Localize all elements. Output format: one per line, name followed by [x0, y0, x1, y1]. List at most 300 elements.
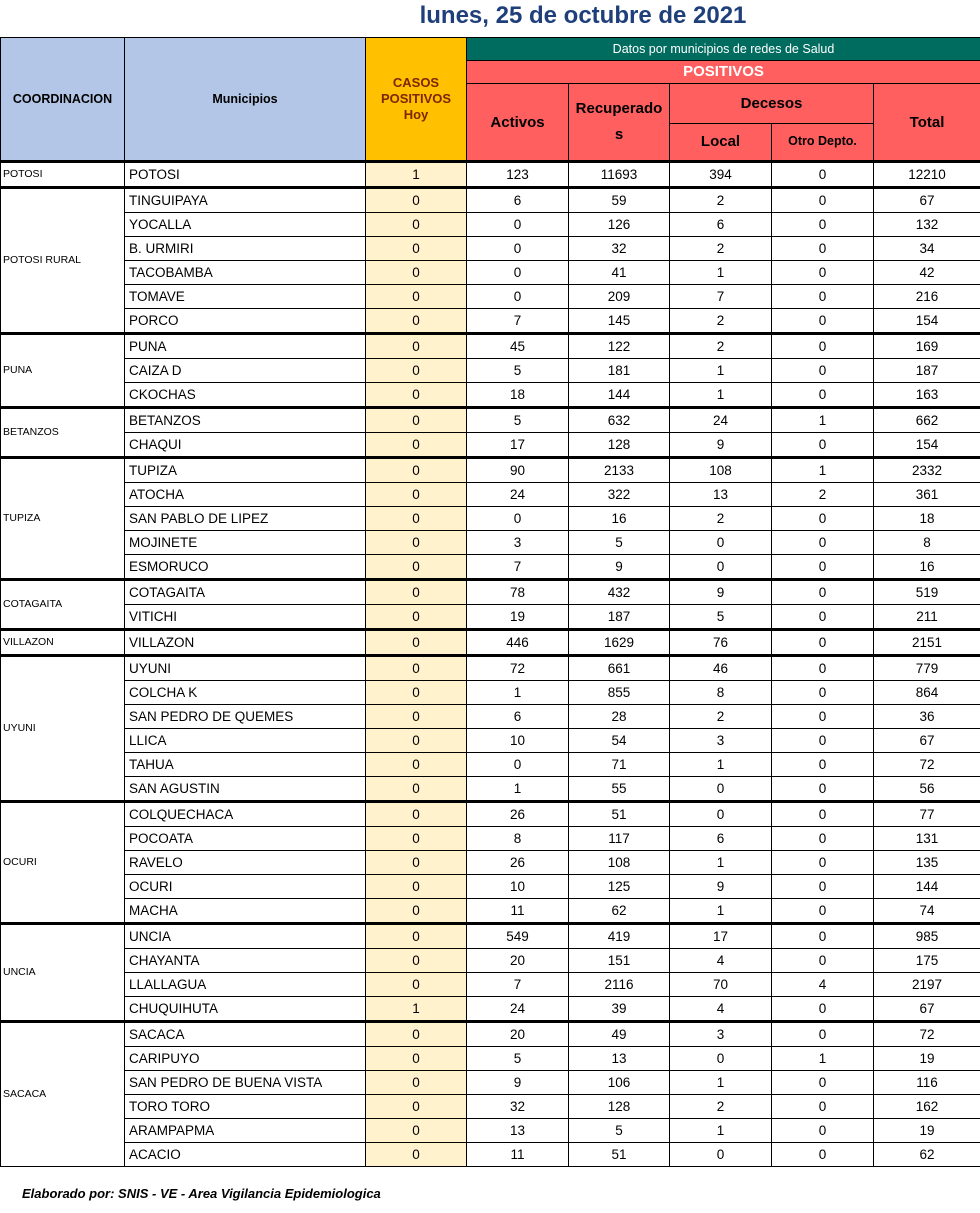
table-row — [1, 458, 980, 483]
decesos-otro-cell: 0 — [772, 729, 874, 753]
casos-hoy-cell: 0 — [366, 705, 467, 729]
recuperados-cell: 144 — [569, 383, 670, 408]
casos-hoy-cell: 0 — [366, 261, 467, 285]
decesos-otro-cell: 1 — [772, 408, 874, 433]
decesos-local-cell: 1 — [670, 899, 772, 924]
decesos-local-cell: 1 — [670, 1119, 772, 1143]
activos-cell: 10 — [467, 729, 569, 753]
table-row — [1, 827, 980, 851]
recuperados-cell: 432 — [569, 580, 670, 605]
table-row — [1, 213, 980, 237]
decesos-otro-cell: 0 — [772, 213, 874, 237]
activos-cell: 0 — [467, 237, 569, 261]
header-casos-hoy — [366, 38, 467, 162]
total-cell: 19 — [874, 1119, 980, 1143]
activos-cell: 6 — [467, 705, 569, 729]
recuperados-cell: 187 — [569, 605, 670, 630]
table-row — [1, 802, 980, 827]
municipio-cell: TINGUIPAYA — [125, 188, 366, 213]
total-cell: 864 — [874, 681, 980, 705]
decesos-local-cell: 2 — [670, 507, 772, 531]
header-positivos: POSITIVOS — [467, 61, 980, 84]
decesos-otro-cell: 0 — [772, 507, 874, 531]
decesos-local-cell: 13 — [670, 483, 772, 507]
municipio-cell: YOCALLA — [125, 213, 366, 237]
municipio-cell: VITICHI — [125, 605, 366, 630]
recuperados-cell: 2133 — [569, 458, 670, 483]
decesos-otro-cell: 0 — [772, 237, 874, 261]
casos-hoy-cell: 0 — [366, 973, 467, 997]
decesos-otro-cell: 0 — [772, 997, 874, 1022]
decesos-otro-cell: 0 — [772, 851, 874, 875]
table-row — [1, 605, 980, 630]
recuperados-cell: 108 — [569, 851, 670, 875]
total-cell: 12210 — [874, 162, 980, 188]
casos-hoy-cell: 0 — [366, 630, 467, 656]
activos-cell: 13 — [467, 1119, 569, 1143]
activos-cell: 1 — [467, 681, 569, 705]
decesos-local-cell: 1 — [670, 753, 772, 777]
table-row — [1, 285, 980, 309]
activos-cell: 0 — [467, 213, 569, 237]
decesos-otro-cell: 0 — [772, 531, 874, 555]
casos-hoy-cell: 0 — [366, 531, 467, 555]
decesos-local-cell: 4 — [670, 997, 772, 1022]
decesos-otro-cell: 0 — [772, 261, 874, 285]
casos-hoy-cell: 0 — [366, 1047, 467, 1071]
decesos-local-cell: 2 — [670, 309, 772, 334]
decesos-otro-cell: 0 — [772, 681, 874, 705]
decesos-otro-cell: 0 — [772, 1095, 874, 1119]
decesos-local-cell: 3 — [670, 729, 772, 753]
decesos-otro-cell: 0 — [772, 359, 874, 383]
decesos-otro-cell: 0 — [772, 1119, 874, 1143]
activos-cell: 446 — [467, 630, 569, 656]
decesos-otro-cell: 2 — [772, 483, 874, 507]
casos-hoy-cell: 0 — [366, 483, 467, 507]
casos-hoy-cell: 0 — [366, 729, 467, 753]
decesos-local-cell: 6 — [670, 827, 772, 851]
decesos-local-cell: 0 — [670, 555, 772, 580]
total-cell: 74 — [874, 899, 980, 924]
activos-cell: 18 — [467, 383, 569, 408]
recuperados-cell: 13 — [569, 1047, 670, 1071]
recuperados-cell: 128 — [569, 1095, 670, 1119]
recuperados-cell: 49 — [569, 1022, 670, 1047]
casos-hoy-cell: 0 — [366, 924, 467, 949]
table-row — [1, 1071, 980, 1095]
activos-cell: 7 — [467, 555, 569, 580]
activos-cell: 11 — [467, 1143, 569, 1167]
table-row — [1, 681, 980, 705]
decesos-otro-cell: 0 — [772, 924, 874, 949]
casos-hoy-cell: 0 — [366, 507, 467, 531]
header-local: Local — [670, 123, 772, 162]
municipio-cell: POCOATA — [125, 827, 366, 851]
activos-cell: 19 — [467, 605, 569, 630]
decesos-local-cell: 76 — [670, 630, 772, 656]
decesos-local-cell: 7 — [670, 285, 772, 309]
table-header — [1, 38, 980, 162]
table-row — [1, 753, 980, 777]
municipio-cell: OCURI — [125, 875, 366, 899]
coordinacion-cell: TUPIZA — [1, 458, 125, 580]
total-cell: 36 — [874, 705, 980, 729]
table-row — [1, 433, 980, 458]
table-body — [1, 162, 980, 1167]
total-cell: 131 — [874, 827, 980, 851]
decesos-local-cell: 70 — [670, 973, 772, 997]
municipio-cell: RAVELO — [125, 851, 366, 875]
header-datos: Datos por municipios de redes de Salud — [467, 38, 980, 61]
decesos-local-cell: 8 — [670, 681, 772, 705]
municipio-cell: BETANZOS — [125, 408, 366, 433]
municipio-cell: CARIPUYO — [125, 1047, 366, 1071]
total-cell: 211 — [874, 605, 980, 630]
casos-hoy-cell: 0 — [366, 359, 467, 383]
total-cell: 77 — [874, 802, 980, 827]
total-cell: 67 — [874, 729, 980, 753]
coordinacion-cell: VILLAZON — [1, 630, 125, 656]
table-row — [1, 1143, 980, 1167]
coordinacion-cell: BETANZOS — [1, 408, 125, 458]
decesos-local-cell: 394 — [670, 162, 772, 188]
casos-hoy-cell: 0 — [366, 949, 467, 973]
municipio-cell: ATOCHA — [125, 483, 366, 507]
decesos-local-cell: 46 — [670, 656, 772, 681]
activos-cell: 5 — [467, 359, 569, 383]
table-row — [1, 309, 980, 334]
casos-hoy-cell: 0 — [366, 334, 467, 359]
decesos-local-cell: 1 — [670, 851, 772, 875]
total-cell: 162 — [874, 1095, 980, 1119]
recuperados-cell: 39 — [569, 997, 670, 1022]
coordinacion-cell: PUNA — [1, 334, 125, 408]
table-row — [1, 899, 980, 924]
municipio-cell: UYUNI — [125, 656, 366, 681]
header-casos-line3: Hoy — [403, 107, 429, 122]
casos-hoy-cell: 0 — [366, 1119, 467, 1143]
decesos-otro-cell: 0 — [772, 1071, 874, 1095]
municipio-cell: LLALLAGUA — [125, 973, 366, 997]
coordinacion-cell: POTOSI RURAL — [1, 188, 125, 334]
total-cell: 187 — [874, 359, 980, 383]
total-cell: 154 — [874, 433, 980, 458]
table-row — [1, 924, 980, 949]
decesos-otro-cell: 0 — [772, 188, 874, 213]
casos-hoy-cell: 0 — [366, 555, 467, 580]
total-cell: 361 — [874, 483, 980, 507]
table-row — [1, 656, 980, 681]
activos-cell: 32 — [467, 1095, 569, 1119]
casos-hoy-cell: 0 — [366, 605, 467, 630]
total-cell: 779 — [874, 656, 980, 681]
report-date-title: lunes, 25 de octubre de 2021 — [419, 2, 747, 29]
table-row — [1, 705, 980, 729]
decesos-otro-cell: 0 — [772, 753, 874, 777]
decesos-otro-cell: 0 — [772, 433, 874, 458]
total-cell: 56 — [874, 777, 980, 802]
coordinacion-cell: UYUNI — [1, 656, 125, 802]
recuperados-cell: 51 — [569, 802, 670, 827]
casos-hoy-cell: 0 — [366, 802, 467, 827]
table-row — [1, 851, 980, 875]
decesos-local-cell: 9 — [670, 875, 772, 899]
total-cell: 16 — [874, 555, 980, 580]
table-row — [1, 555, 980, 580]
decesos-local-cell: 9 — [670, 580, 772, 605]
municipio-cell: POTOSI — [125, 162, 366, 188]
coordinacion-cell: UNCIA — [1, 924, 125, 1022]
total-cell: 116 — [874, 1071, 980, 1095]
activos-cell: 7 — [467, 973, 569, 997]
recuperados-cell: 9 — [569, 555, 670, 580]
total-cell: 154 — [874, 309, 980, 334]
casos-hoy-cell: 0 — [366, 285, 467, 309]
activos-cell: 7 — [467, 309, 569, 334]
decesos-otro-cell: 0 — [772, 605, 874, 630]
table-row — [1, 630, 980, 656]
decesos-otro-cell: 0 — [772, 309, 874, 334]
casos-hoy-cell: 0 — [366, 580, 467, 605]
total-cell: 34 — [874, 237, 980, 261]
total-cell: 42 — [874, 261, 980, 285]
activos-cell: 1 — [467, 777, 569, 802]
recuperados-cell: 122 — [569, 334, 670, 359]
decesos-local-cell: 1 — [670, 261, 772, 285]
decesos-otro-cell: 0 — [772, 334, 874, 359]
covid-municipal-table — [0, 37, 980, 1167]
recuperados-cell: 125 — [569, 875, 670, 899]
table-row — [1, 507, 980, 531]
decesos-otro-cell: 0 — [772, 827, 874, 851]
table-row — [1, 334, 980, 359]
decesos-local-cell: 5 — [670, 605, 772, 630]
table-row — [1, 949, 980, 973]
activos-cell: 26 — [467, 851, 569, 875]
coordinacion-cell: SACACA — [1, 1022, 125, 1167]
activos-cell: 45 — [467, 334, 569, 359]
table-row — [1, 580, 980, 605]
municipio-cell: UNCIA — [125, 924, 366, 949]
recuperados-cell: 11693 — [569, 162, 670, 188]
recuperados-cell: 32 — [569, 237, 670, 261]
coordinacion-cell: OCURI — [1, 802, 125, 924]
total-cell: 132 — [874, 213, 980, 237]
total-cell: 163 — [874, 383, 980, 408]
table-row — [1, 531, 980, 555]
activos-cell: 20 — [467, 949, 569, 973]
decesos-otro-cell: 0 — [772, 777, 874, 802]
decesos-local-cell: 1 — [670, 359, 772, 383]
activos-cell: 78 — [467, 580, 569, 605]
header-activos: Activos — [467, 84, 569, 162]
casos-hoy-cell: 0 — [366, 433, 467, 458]
header-recuperados-line1: Recuperado — [575, 100, 663, 117]
decesos-local-cell: 2 — [670, 705, 772, 729]
municipio-cell: B. URMIRI — [125, 237, 366, 261]
casos-hoy-cell: 1 — [366, 997, 467, 1022]
casos-hoy-cell: 0 — [366, 1143, 467, 1167]
recuperados-cell: 41 — [569, 261, 670, 285]
table-row — [1, 483, 980, 507]
municipio-cell: PUNA — [125, 334, 366, 359]
decesos-local-cell: 24 — [670, 408, 772, 433]
municipio-cell: SACACA — [125, 1022, 366, 1047]
recuperados-cell: 51 — [569, 1143, 670, 1167]
header-total: Total — [874, 84, 980, 162]
total-cell: 72 — [874, 753, 980, 777]
activos-cell: 90 — [467, 458, 569, 483]
total-cell: 2332 — [874, 458, 980, 483]
decesos-otro-cell: 0 — [772, 162, 874, 188]
decesos-local-cell: 2 — [670, 237, 772, 261]
casos-hoy-cell: 1 — [366, 162, 467, 188]
decesos-local-cell: 9 — [670, 433, 772, 458]
table-row — [1, 997, 980, 1022]
casos-hoy-cell: 0 — [366, 777, 467, 802]
decesos-local-cell: 0 — [670, 1047, 772, 1071]
footer-credit: Elaborado por: SNIS - VE - Area Vigilancia Epidemiologica — [22, 1186, 381, 1201]
recuperados-cell: 855 — [569, 681, 670, 705]
municipio-cell: TOMAVE — [125, 285, 366, 309]
activos-cell: 0 — [467, 753, 569, 777]
activos-cell: 123 — [467, 162, 569, 188]
casos-hoy-cell: 0 — [366, 188, 467, 213]
decesos-local-cell: 6 — [670, 213, 772, 237]
activos-cell: 20 — [467, 1022, 569, 1047]
table-row — [1, 162, 980, 188]
municipio-cell: CHAQUI — [125, 433, 366, 458]
table-row — [1, 1095, 980, 1119]
municipio-cell: CHAYANTA — [125, 949, 366, 973]
activos-cell: 3 — [467, 531, 569, 555]
decesos-otro-cell: 1 — [772, 1047, 874, 1071]
recuperados-cell: 55 — [569, 777, 670, 802]
decesos-local-cell: 2 — [670, 1095, 772, 1119]
decesos-otro-cell: 0 — [772, 1143, 874, 1167]
total-cell: 19 — [874, 1047, 980, 1071]
activos-cell: 0 — [467, 285, 569, 309]
activos-cell: 8 — [467, 827, 569, 851]
recuperados-cell: 16 — [569, 507, 670, 531]
total-cell: 985 — [874, 924, 980, 949]
decesos-otro-cell: 4 — [772, 973, 874, 997]
activos-cell: 9 — [467, 1071, 569, 1095]
recuperados-cell: 117 — [569, 827, 670, 851]
header-recuperados-line2: s — [614, 126, 624, 143]
activos-cell: 0 — [467, 261, 569, 285]
total-cell: 67 — [874, 188, 980, 213]
decesos-otro-cell: 0 — [772, 630, 874, 656]
municipio-cell: MACHA — [125, 899, 366, 924]
municipio-cell: ESMORUCO — [125, 555, 366, 580]
header-recuperados — [569, 84, 670, 162]
header-coordinacion: COORDINACION — [1, 38, 125, 162]
municipio-cell: COTAGAITA — [125, 580, 366, 605]
total-cell: 8 — [874, 531, 980, 555]
activos-cell: 26 — [467, 802, 569, 827]
decesos-otro-cell: 0 — [772, 1022, 874, 1047]
activos-cell: 24 — [467, 483, 569, 507]
recuperados-cell: 106 — [569, 1071, 670, 1095]
activos-cell: 10 — [467, 875, 569, 899]
decesos-local-cell: 1 — [670, 383, 772, 408]
municipio-cell: SAN AGUSTIN — [125, 777, 366, 802]
decesos-otro-cell: 1 — [772, 458, 874, 483]
municipio-cell: SAN PEDRO DE QUEMES — [125, 705, 366, 729]
municipio-cell: PORCO — [125, 309, 366, 334]
header-otro-depto: Otro Depto. — [772, 123, 874, 162]
recuperados-cell: 151 — [569, 949, 670, 973]
table-row — [1, 973, 980, 997]
total-cell: 144 — [874, 875, 980, 899]
activos-cell: 549 — [467, 924, 569, 949]
casos-hoy-cell: 0 — [366, 827, 467, 851]
recuperados-cell: 62 — [569, 899, 670, 924]
casos-hoy-cell: 0 — [366, 753, 467, 777]
decesos-local-cell: 1 — [670, 1071, 772, 1095]
coordinacion-cell: COTAGAITA — [1, 580, 125, 630]
table-row — [1, 1047, 980, 1071]
header-casos-line1: CASOS — [392, 75, 440, 90]
municipio-cell: SAN PEDRO DE BUENA VISTA — [125, 1071, 366, 1095]
activos-cell: 11 — [467, 899, 569, 924]
recuperados-cell: 5 — [569, 531, 670, 555]
activos-cell: 24 — [467, 997, 569, 1022]
header-casos-line2: POSITIVOS — [380, 91, 452, 106]
recuperados-cell: 2116 — [569, 973, 670, 997]
casos-hoy-cell: 0 — [366, 458, 467, 483]
recuperados-cell: 419 — [569, 924, 670, 949]
decesos-local-cell: 0 — [670, 1143, 772, 1167]
total-cell: 135 — [874, 851, 980, 875]
municipio-cell: LLICA — [125, 729, 366, 753]
casos-hoy-cell: 0 — [366, 408, 467, 433]
casos-hoy-cell: 0 — [366, 851, 467, 875]
decesos-local-cell: 0 — [670, 531, 772, 555]
table-row — [1, 261, 980, 285]
decesos-otro-cell: 0 — [772, 705, 874, 729]
recuperados-cell: 28 — [569, 705, 670, 729]
activos-cell: 17 — [467, 433, 569, 458]
casos-hoy-cell: 0 — [366, 1095, 467, 1119]
total-cell: 175 — [874, 949, 980, 973]
decesos-local-cell: 2 — [670, 334, 772, 359]
activos-cell: 6 — [467, 188, 569, 213]
total-cell: 519 — [874, 580, 980, 605]
total-cell: 67 — [874, 997, 980, 1022]
decesos-otro-cell: 0 — [772, 899, 874, 924]
municipio-cell: MOJINETE — [125, 531, 366, 555]
table-row — [1, 729, 980, 753]
decesos-local-cell: 3 — [670, 1022, 772, 1047]
municipio-cell: TACOBAMBA — [125, 261, 366, 285]
total-cell: 662 — [874, 408, 980, 433]
decesos-local-cell: 2 — [670, 188, 772, 213]
municipio-cell: CAIZA D — [125, 359, 366, 383]
activos-cell: 72 — [467, 656, 569, 681]
casos-hoy-cell: 0 — [366, 237, 467, 261]
decesos-local-cell: 0 — [670, 802, 772, 827]
header-decesos: Decesos — [670, 84, 874, 124]
total-cell: 2197 — [874, 973, 980, 997]
table-row — [1, 875, 980, 899]
table-row — [1, 359, 980, 383]
casos-hoy-cell: 0 — [366, 1071, 467, 1095]
decesos-local-cell: 17 — [670, 924, 772, 949]
decesos-local-cell: 4 — [670, 949, 772, 973]
